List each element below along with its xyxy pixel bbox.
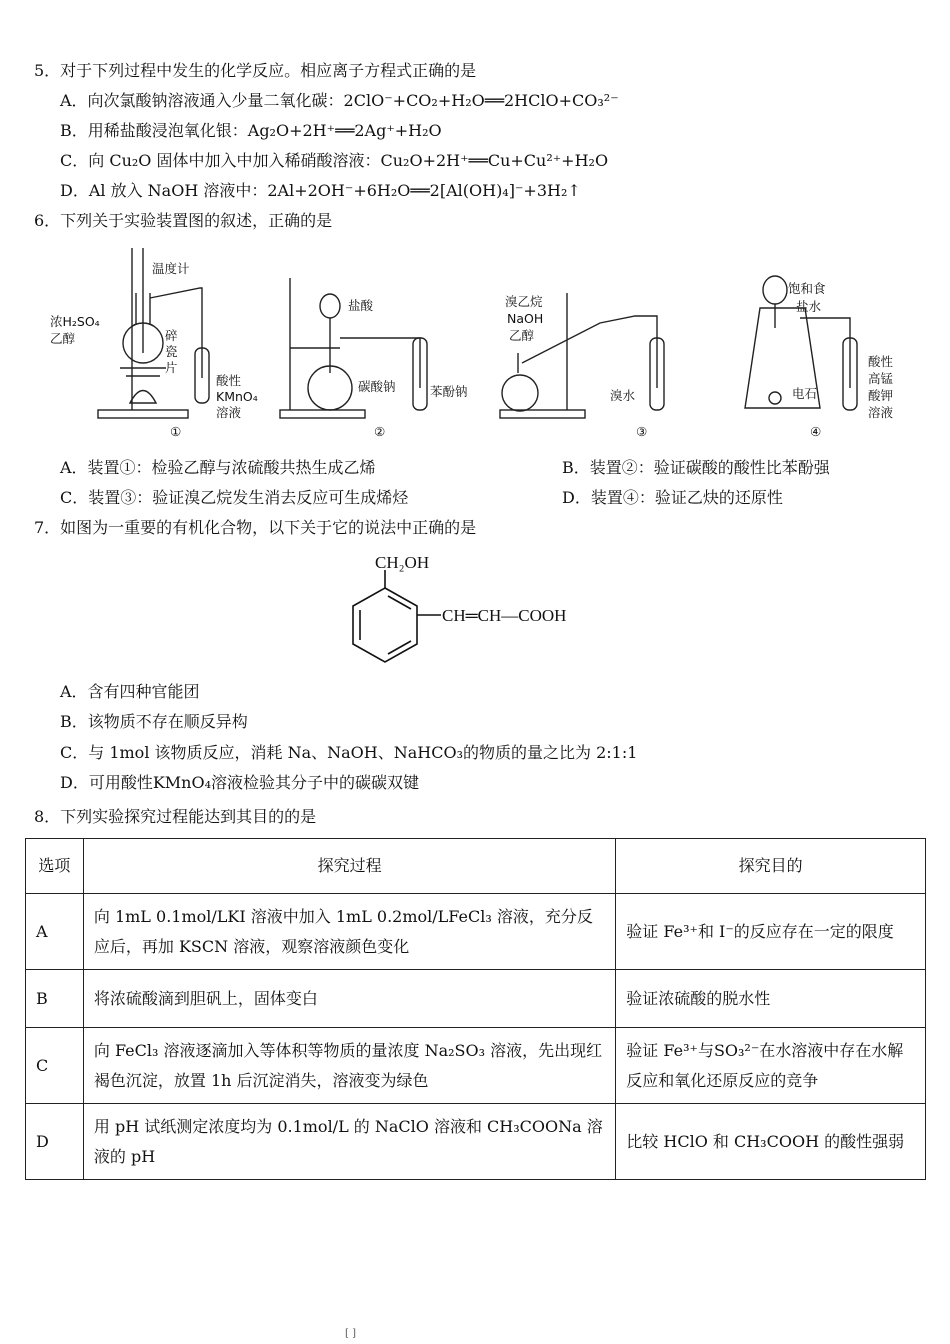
- fig1-reagent-label-1: 浓H₂SO₄: [50, 314, 100, 329]
- row-process: 向 FeCl₃ 溶液逐滴加入等体积等物质的量浓度 Na₂SO₃ 溶液，先出现红褐色沉淀，放置 1h 后沉淀消失，溶液变为绿色: [83, 1028, 615, 1104]
- benzene-structure: [345, 548, 615, 673]
- row-purpose: 验证 Fe³⁺与SO₃²⁻在水溶液中存在水解反应和氧化还原反应的竞争: [616, 1028, 926, 1104]
- fig2-funnel-label: 盐酸: [348, 298, 374, 313]
- q5-option-c: C．向 Cu₂O 固体中加入中加入稀硝酸溶液：Cu₂O+2H⁺══Cu+Cu²⁺+H₂O: [60, 151, 609, 170]
- fig1-chips-label-2: 瓷: [165, 344, 178, 359]
- fig1-reagent-label-2: 乙醇: [50, 331, 76, 346]
- group-top: CH₂OH: [375, 553, 430, 572]
- q5-option-d: D．Al 放入 NaOH 溶液中：2Al+2OH⁻+6H₂O══2[Al(OH)₄]⁻+3H₂↑: [60, 181, 581, 200]
- row-process: 用 pH 试纸测定浓度均为 0.1mol/L 的 NaClO 溶液和 CH₃COONa 溶液的 pH: [83, 1104, 615, 1180]
- fig2-number: ②: [374, 424, 386, 439]
- fig4-solid-label: 电石: [792, 386, 818, 401]
- fig1-burner: [130, 391, 156, 404]
- apparatus-figure: [40, 238, 920, 443]
- row-option: C: [26, 1028, 84, 1104]
- fig4-funnel: [763, 276, 787, 304]
- fig4-tube-label-4: 溶液: [868, 405, 894, 420]
- fig1-tube-label-2: KMnO₄: [216, 389, 258, 404]
- fig4-tube-label-2: 高锰: [868, 371, 894, 386]
- apparatus-diagram: [40, 238, 920, 443]
- fig3-reagent-label-3: 乙醇: [509, 328, 535, 343]
- group-side: CH═CH—COOH: [442, 606, 567, 625]
- table-row: [26, 894, 926, 970]
- fig1-tube-label-3: 溶液: [216, 405, 242, 420]
- fig1-thermometer-label: 温度计: [152, 261, 190, 276]
- row-option: D: [26, 1104, 84, 1180]
- fig2-funnel: [320, 294, 340, 318]
- fig3-reagent-label-2: NaOH: [507, 311, 544, 326]
- q7-stem: 7．如图为一重要的有机化合物，以下关于它的说法中正确的是: [34, 518, 477, 537]
- fig4-tube-label-1: 酸性: [868, 354, 894, 369]
- fig1-chips-label-1: 碎: [165, 328, 178, 343]
- row-option: A: [26, 894, 84, 970]
- fig1-chips-label-3: 片: [165, 360, 178, 375]
- fig3-flask: [502, 375, 538, 411]
- q6-option-d: D．装置④：验证乙炔的还原性: [562, 488, 783, 507]
- q7-option-d: D．可用酸性KMnO₄溶液检验其分子中的碳碳双键: [60, 773, 420, 792]
- row-purpose: 比较 HClO 和 CH₃COOH 的酸性强弱: [616, 1104, 926, 1180]
- row-purpose: 验证 Fe³⁺和 I⁻的反应存在一定的限度: [616, 894, 926, 970]
- experiment-table: [25, 838, 926, 1180]
- structure-formula: [345, 548, 615, 673]
- q6-option-a: A．装置①：检验乙醇与浓硫酸共热生成乙烯: [60, 458, 376, 477]
- fig1-base: [98, 410, 188, 418]
- fig3-number: ③: [636, 424, 648, 439]
- q7-option-c: C．与 1mol 该物质反应，消耗 Na、NaOH、NaHCO₃的物质的量之比为 2:1:1: [60, 743, 638, 762]
- q8-stem: 8．下列实验探究过程能达到其目的的是: [34, 807, 317, 826]
- q7-option-b: B．该物质不存在顺反异构: [60, 712, 248, 731]
- fig1-tube-label-1: 酸性: [216, 373, 242, 388]
- header-option: 选项: [26, 839, 84, 894]
- table-row: [26, 1104, 926, 1180]
- q5-option-a: A．向次氯酸钠溶液通入少量二氧化碳：2ClO⁻+CO₂+H₂O══2HClO+CO₃²⁻: [60, 91, 619, 110]
- fig1-number: ①: [170, 424, 182, 439]
- row-purpose: 验证浓硫酸的脱水性: [616, 970, 926, 1028]
- fig4-tube-label-3: 酸钾: [868, 388, 894, 403]
- q6-stem: 6．下列关于实验装置图的叙述，正确的是: [34, 211, 333, 230]
- table-row: [26, 1028, 926, 1104]
- fig4-solid: [769, 392, 781, 404]
- q6-option-b: B．装置②：验证碳酸的酸性比苯酚强: [562, 458, 830, 477]
- q6-option-c: C．装置③：验证溴乙烷发生消去反应可生成烯烃: [60, 488, 409, 507]
- fig2-tube-label: 苯酚钠: [430, 384, 468, 399]
- fig3-reagent-label-1: 溴乙烷: [505, 294, 543, 309]
- header-purpose: 探究目的: [616, 839, 926, 894]
- q5-stem: 5．对于下列过程中发生的化学反应。相应离子方程式正确的是: [34, 61, 477, 80]
- fig3-condenser: [522, 316, 657, 388]
- q5-option-b: B．用稀盐酸浸泡氧化银：Ag₂O+2H⁺══2Ag⁺+H₂O: [60, 121, 442, 140]
- header-process: 探究过程: [83, 839, 615, 894]
- fig4-number: ④: [810, 424, 822, 439]
- row-process: 将浓硫酸滴到胆矾上，固体变白: [83, 970, 615, 1028]
- fig4-funnel-label-2: 盐水: [796, 299, 822, 314]
- fig4-funnel-label-1: 饱和食: [788, 281, 826, 296]
- q7-option-a: A．含有四种官能团: [60, 682, 200, 701]
- row-process: 向 1mL 0.1mol/LKI 溶液中加入 1mL 0.2mol/LFeCl₃ 溶液，充分反应后，再加 KSCN 溶液，观察溶液颜色变化: [83, 894, 615, 970]
- benzene-ring: [353, 588, 417, 662]
- row-option: B: [26, 970, 84, 1028]
- fig2-flask-label: 碳酸钠: [358, 379, 396, 394]
- page-footer: [ ]: [345, 1328, 356, 1339]
- table-header-row: [26, 839, 926, 894]
- table-row: [26, 970, 926, 1028]
- fig3-tube-label: 溴水: [610, 388, 636, 403]
